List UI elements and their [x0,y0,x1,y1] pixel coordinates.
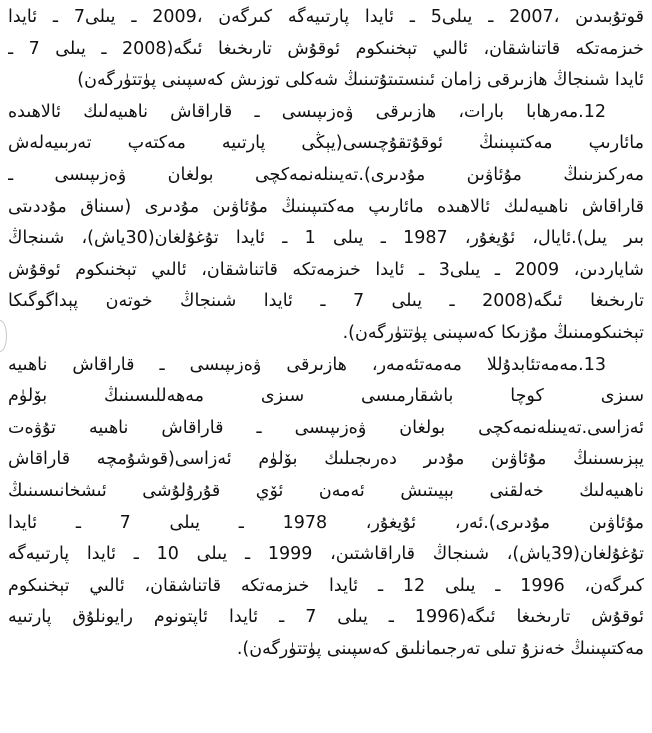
text-line: ئەزاسى.تەيىنلەنمەكچى بولغان ۋەزىپىسى ـ قاراقاش ناھىيە تۇۋەت [8,417,644,438]
text-line: ئايدا شىنجاڭ ھازىرقى زامان ئىنستىتۇتىنىڭ شەكلى توزىش كەسپىنى پۈتتۈرگەن) [77,70,644,91]
paragraph-item-12 [8,97,644,350]
margin-scroll-handle [0,320,7,352]
text-line: كىرگەن، 1996 ـ يىلى 12 ـ ئايدا خىزمەتكە قاتناشقان، ئالىي تېخنىكوم [8,575,644,596]
text-line: سىزى كوچا باشقارمىسى سىزى مەھەللىسىنىڭ بۆلۈم [8,386,644,407]
text-line: مەكتىپىنىڭ خەنزۇ تىلى تەرجىمانلىق كەسپىنى پۈتتۈرگەن). [236,638,644,659]
text-line: ئوقۇش تارىخىغا ئىگە(1996 ـ يىلى 7 ـ ئايدا ئاپتونوم رايونلۇق پارتىيە [8,607,644,628]
text-line: قوتۇبىدىن ،2007 ـ يىلى5 ـ ئايدا پارتىيەگە كىرگەن ،2009 ـ يىلى7 ـ ئايدا [8,7,644,27]
text-line: تارىخىغا ئىگە(2008 ـ يىلى 7 ـ ئايدا شىنجاڭ خوتەن پېداگوگىكا [8,291,644,312]
text-line: تېخنىكومىنىڭ مۇزىكا كەسپىنى پۈتتۈرگەن). [342,322,644,343]
text-line: شاياردىن، 2009 ـ يىلى3 ـ ئايدا خىزمەتكە قاتناشقان، ئالىي تېخنىكوم ئوقۇش [8,259,644,280]
text-line: تۇغۇلغان(39ياش)، شىنجاڭ قاراقاشتىن، 1999 ـ يىلى 10 ـ ئايدا پارتىيەگە [8,544,644,565]
text-line: يېزىسىنىڭ مۇئاۋىن مۇدىر دەرىجىلىك بۆلۈم ئەزاسى(قوشۇمچە قاراقاش [8,449,644,470]
text-line: مۇئاۋىن مۇدىرى).ئەر، ئۇيغۇر، 1978 ـ يىلى 7 ـ ئايدا [8,512,644,533]
text-line: قاراقاش ناھىيەلىك ئالاھىدە مائارىپ مەكتىپىنىڭ مۇئاۋىن مۇدىرى (سىناق مۇددىتى [8,196,644,217]
text-line: مەركىزىنىڭ مۇئاۋىن مۇدىرى).تەيىنلەنمەكچى بولغان ۋەزىپىسى ـ [8,164,644,185]
text-line: 12.مەرھابا بارات، ھازىرقى ۋەزىپىسى ـ قاراقاش ناھىيەلىك ئالاھىدە [8,101,606,122]
paragraph-continuation [8,2,644,97]
text-line: خىزمەتكە قاتناشقان، ئالىي تېخنىكوم ئوقۇش تارىخىغا ئىگە(2008 ـ يىلى 7 ـ [8,38,644,59]
text-line: بىر يىل).ئايال، ئۇيغۇر، 1987 ـ يىلى 1 ـ ئايدا تۇغۇلغان(30ياش)، شىنجاڭ [8,228,644,249]
text-line: مائارىپ مەكتىپىنىڭ ئوقۇتقۇچىسى(يېڭى پارتىيە مەكتەپ تەربىيەلەش [8,133,644,154]
text-line: 13.مەمەتئابدۇللا مەمەتئەمەر، ھازىرقى ۋەزىپىسى ـ قاراقاش ناھىيە [8,354,606,375]
text-line: ناھىيەلىك خەلقنى بېيىتىش ئەمەن ئۆي قۇرۇلۇشى ئىشخانىسىنىڭ [8,480,644,501]
paragraph-item-13 [8,350,644,666]
